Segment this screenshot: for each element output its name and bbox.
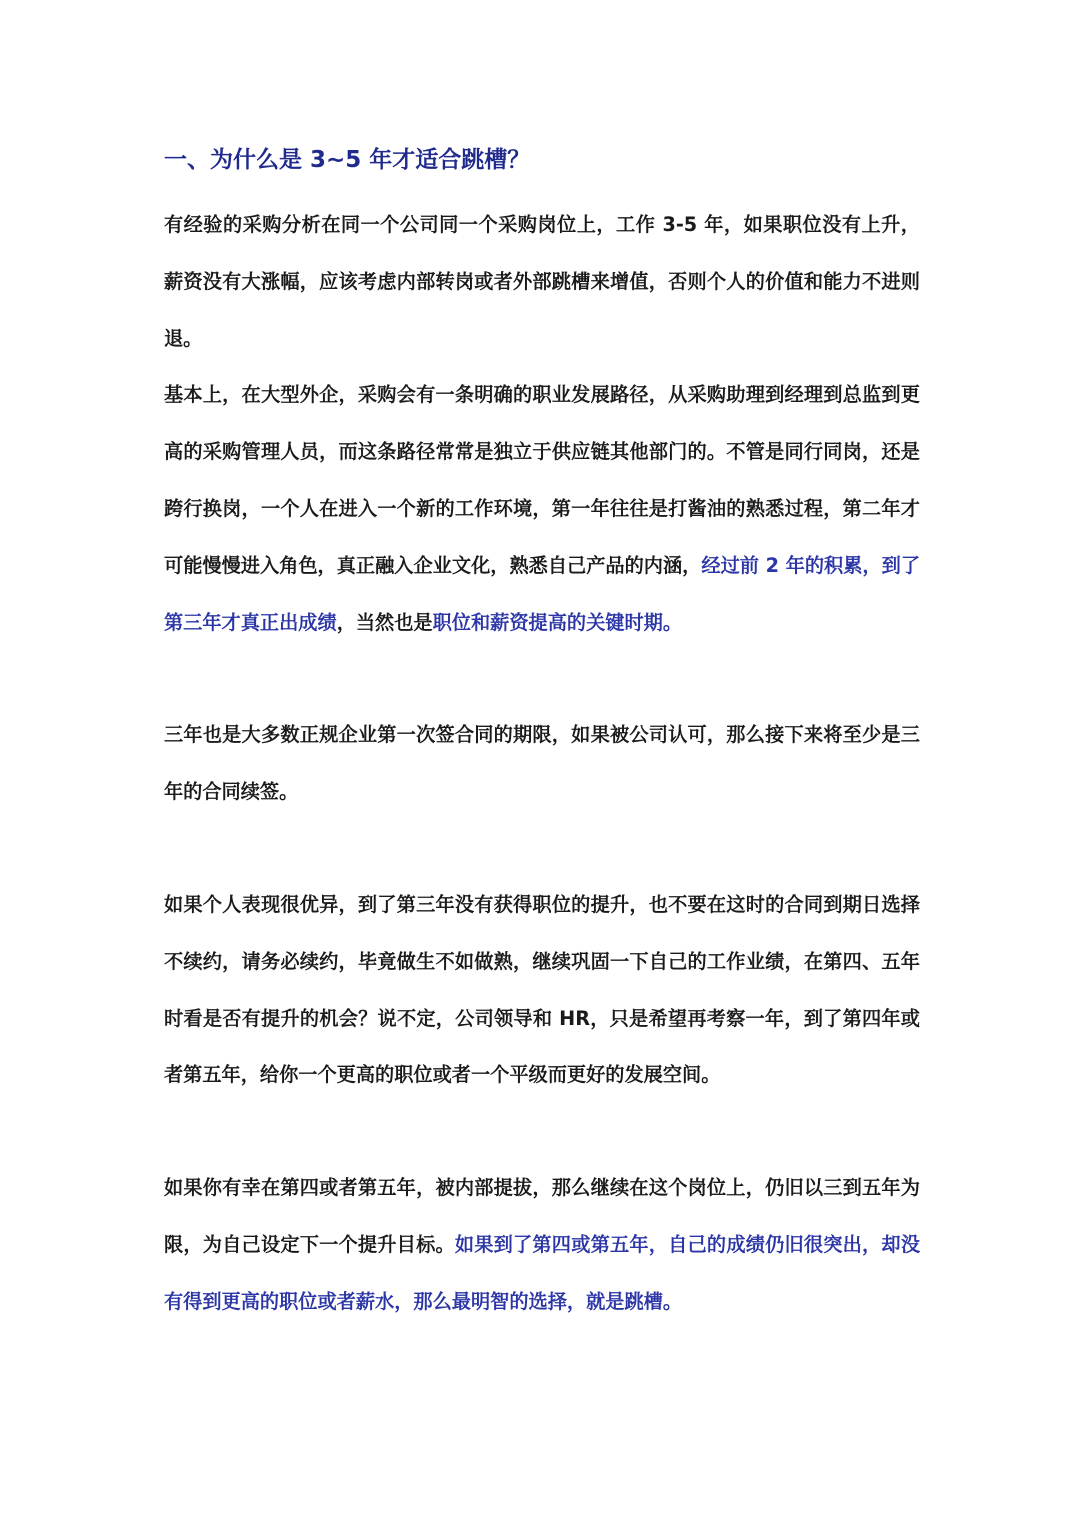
highlighted-text: 职位和薪资提高的关键时期。 bbox=[432, 610, 683, 634]
paragraph-text: 如果你有幸在第四或者第五年，被内部提拔，那么继续在这个岗位上，仍旧以三到五年为限，为自己设定下一个提升目标。 bbox=[164, 1176, 920, 1256]
paragraph-1 bbox=[164, 197, 920, 367]
paragraph-text: 有经验的采购分析在同一个公司同一个采购岗位上，工作 3-5 年，如果职位没有上升，薪资没有大涨幅，应该考虑内部转岗或者外部跳槽来增值，否则个人的价值和能力不进则退。 bbox=[164, 213, 920, 350]
paragraph-text: 基本上，在大型外企，采购会有一条明确的职业发展路径，从采购助理到经理到总监到更高的采购管理人员，而这条路径常常是独立于供应链其他部门的。不管是同行同岗，还是跨行换岗，一个人在进入一个新的工作环境，第一年往往是打酱油的熟悉过程，第二年才可能慢慢进入角色，真正融入企业文化，熟悉自己产品的内涵， bbox=[164, 383, 920, 577]
paragraph-3 bbox=[164, 707, 920, 821]
spacer bbox=[164, 651, 920, 707]
highlighted-text: 如果到了第四或第五年，自己的成绩仍旧很突出，却没有得到更高的职位或者薪水，那么最明智的选择，就是跳槽。 bbox=[164, 1232, 921, 1313]
paragraph-4 bbox=[164, 877, 920, 1104]
paragraph-2 bbox=[164, 367, 920, 651]
paragraph-5 bbox=[164, 1160, 920, 1330]
paragraph-text: 三年也是大多数正规企业第一次签合同的期限，如果被公司认可，那么接下来将至少是三年的合同续签。 bbox=[164, 723, 920, 804]
section-heading: 一、为什么是 3~5 年才适合跳槽？ bbox=[164, 147, 531, 173]
spacer bbox=[164, 821, 920, 877]
paragraph-text: 如果个人表现很优异，到了第三年没有获得职位的提升，也不要在这时的合同到期日选择不续约，请务必续约，毕竟做生不如做熟，继续巩固一下自己的工作业绩，在第四、五年时看是否有提升的机会？说不定，公司领导和 HR，只是希望再考察一年，到了第四年或者第五年，给你一个更高的职位或者一个平级而更好的发展空间。 bbox=[164, 892, 920, 1087]
highlighted-text: 经过前 2 年的积累，到了第三年才真正出成绩 bbox=[164, 553, 921, 634]
spacer bbox=[164, 1104, 920, 1160]
article bbox=[164, 140, 920, 1331]
paragraph-text: ，当然也是 bbox=[336, 610, 433, 634]
